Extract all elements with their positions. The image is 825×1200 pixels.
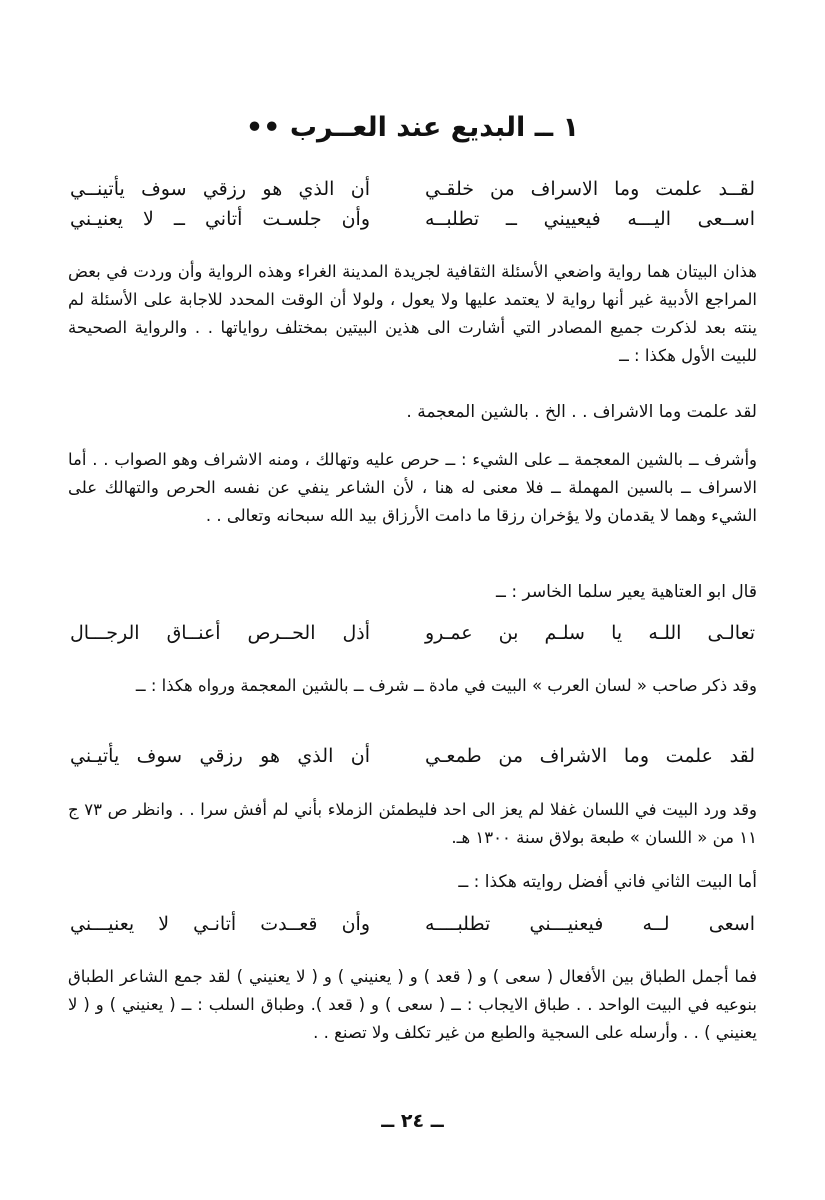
verse-5-first-hemistich: اسعى لــه فيعنيـــني تطلبــــه [425, 913, 755, 935]
chapter-title: ١ ــ البديع عند العــرب •• [245, 112, 580, 143]
verse-4-first-hemistich: لقد علمت وما الاشراف من طمعـي [425, 745, 755, 767]
verse-1-first-hemistich: لقــد علمت وما الاسراف من خلقـي [425, 178, 755, 200]
verse-2-first-hemistich: اســعى اليـــه فيعييني ــ تطلبــه [425, 208, 755, 230]
verse-2-second-hemistich: وأن جلسـت أتاني ــ لا يعنيـني [70, 208, 370, 230]
line-2: قال ابو العتاهية يعير سلما الخاسر : ــ [495, 582, 757, 602]
paragraph-3: وقد ذكر صاحب « لسان العرب » البيت في مادة ــ شرف ــ بالشين المعجمة ورواه هكذا : ــ [135, 676, 757, 695]
verse-2 [70, 208, 755, 242]
verse-5 [70, 913, 755, 947]
verse-3-second-hemistich: أذل الحــرص أعنــاق الرجـــال [70, 622, 370, 644]
paragraph-1: هذان البيتان هما رواية واضعي الأسئلة الثقافية لجريدة المدينة الغراء وهذه الرواية وأن وردت في بعض المراجع الأدبية غير أنها رواية لا يعتمد عليها ولا يعول ، ولولا أن الوقت المحدد للاجابة على الأسئلة لم ينته بعد لذكرت جميع المصادر التي أشارت الى هذين البيتين بمختلف رواياتها . . والرواية الصحيحة للبيت الأول هكذا : ــ [68, 262, 757, 365]
paragraph-5: فما أجمل الطباق بين الأفعال ( سعى ) و ( قعد ) و ( يعنيني ) و ( لا يعنيني ) لقد جمع الشاعر الطباق بنوعيه في البيت الواحد . . طباق الايجاب : ــ ( سعى ) و ( قعد ). وطباق السلب : ــ ( يعنيني ) و ( لا يعنيني ) . . وأرسله على السجية والطبع من غير تكلف ولا تصنع . . [68, 967, 757, 1042]
verse-3 [70, 622, 755, 656]
verse-1 [70, 178, 755, 212]
page-number: ــ ٢٤ ــ [381, 1110, 444, 1132]
verse-1-second-hemistich: أن الذي هو رزقي سوف يأتينــي [70, 178, 370, 200]
paragraph-2: وأشرف ــ بالشين المعجمة ــ على الشيء : ــ حرص عليه وتهالك ، ومنه الاشراف وهو الصواب . . أما الاسراف ــ بالسين المهملة ــ فلا معنى له هنا ، لأن الشاعر ينفي عن نفسه الحرص والتهالك على الشيء وهما لا يقدمان ولا يؤخران رزقا ما دامت الأرزاق بيد الله سبحانه وتعالى . . [68, 450, 757, 525]
line-1: لقد علمت وما الاشراف . . الخ . بالشين المعجمة . [406, 402, 757, 422]
verse-5-second-hemistich: وأن قعــدت أتانـي لا يعنيـــني [70, 913, 370, 935]
verse-4-second-hemistich: أن الذي هو رزقي سوف يأتيـني [70, 745, 370, 767]
verse-3-first-hemistich: تعالـى اللـه يا سلـم بن عمـرو [425, 622, 755, 644]
paragraph-4: وقد ورد البيت في اللسان غفلا لم يعز الى احد فليطمئن الزملاء بأني لم أفش سرا . . وانظر ص ٧٣ ج ١١ من « اللسان » طبعة بولاق سنة ١٣٠٠ هـ. [68, 800, 757, 847]
line-3: أما البيت الثاني فاني أفضل روايته هكذا : ــ [458, 872, 757, 892]
verse-4 [70, 745, 755, 779]
